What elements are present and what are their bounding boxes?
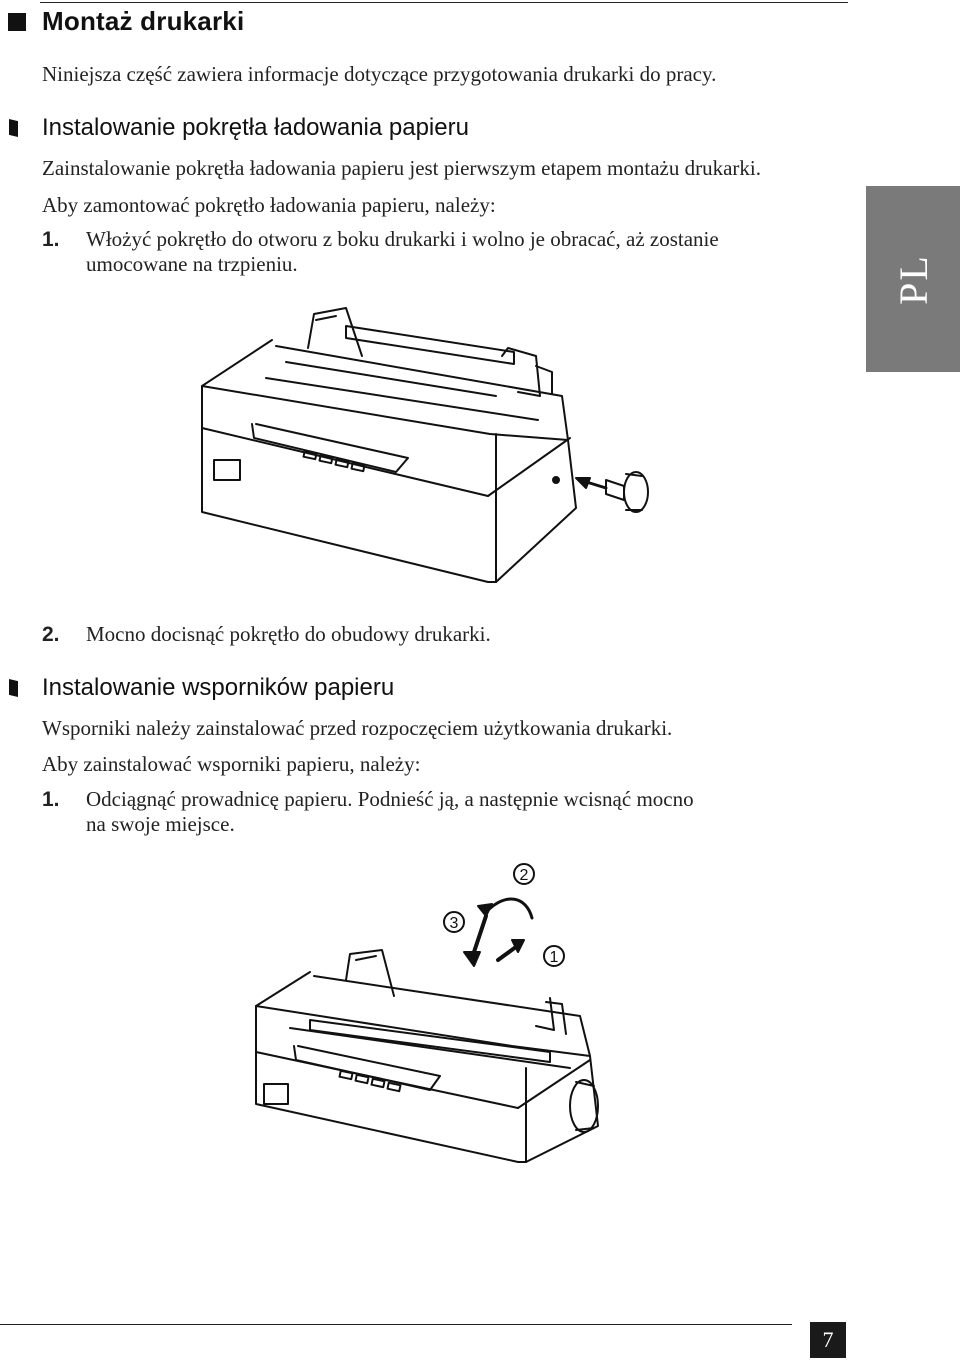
section1-heading-text: Instalowanie pokrętła ładowania papieru [42,114,469,141]
section1-step2 [42,622,491,647]
section-marker-icon [8,679,18,697]
step-text: Mocno docisnąć pokrętło do obudowy drukarki. [86,622,491,646]
heading-square-icon [8,13,26,31]
callout-1 [544,946,564,966]
section2-para2: Aby zainstalować wsporniki papieru, należy: [42,752,421,776]
knob-hole [553,477,559,483]
loading-knob [606,480,624,500]
callout-2 [514,864,534,884]
power-switch [264,1084,288,1104]
power-switch [214,460,240,480]
section2-step1 [42,787,694,837]
step-text-continued: na swoje miejsce. [86,812,235,836]
step-text: Włożyć pokrętło do otworu z boku drukarki i wolno je obracać, aż zostanie [86,227,719,251]
step-number: 1. [42,228,60,251]
step-number: 1. [42,788,60,811]
section1-para2: Aby zamontować pokrętło ładowania papieru, należy: [42,193,496,217]
section1-heading [8,114,469,142]
svg-text:1: 1 [549,949,559,966]
step-text-continued: umocowane na trzpieniu. [86,252,298,276]
section2-heading-text: Instalowanie wsporników papieru [42,674,395,701]
page-number: 7 [810,1322,846,1358]
main-heading-text: Montaż drukarki [42,6,245,36]
main-heading [8,6,244,37]
printer-body [202,386,496,582]
paper-guide-illustration [250,856,620,1166]
svg-text:3: 3 [449,915,459,932]
printer-knob-illustration [196,300,666,600]
intro-text: Niniejsza część zawiera informacje dotyczące przygotowania drukarki do pracy. [42,62,717,86]
paper-roller [346,326,514,364]
installed-knob [570,1080,598,1132]
svg-text:2: 2 [519,867,529,884]
section2-para1: Wsporniki należy zainstalować przed rozpoczęciem użytkowania drukarki. [42,716,673,740]
callout-3 [444,912,464,932]
printer-top-cover [256,972,590,1056]
section2-heading [8,674,394,702]
language-tab [866,186,960,372]
section1-para1: Zainstalowanie pokrętła ładowania papieru jest pierwszym etapem montażu drukarki. [42,156,761,180]
section1-step1 [42,227,719,277]
language-tab-label: PL [890,253,936,305]
step-number: 2. [42,623,60,646]
lift-arrow [486,899,532,918]
panel-button [340,1071,353,1079]
section-marker-icon [8,119,18,137]
control-panel [252,424,408,472]
top-rule [40,2,848,3]
bottom-rule [0,1324,792,1325]
step-text: Odciągnąć prowadnicę papieru. Podnieść ją, a następnie wcisnąć mocno [86,787,694,811]
